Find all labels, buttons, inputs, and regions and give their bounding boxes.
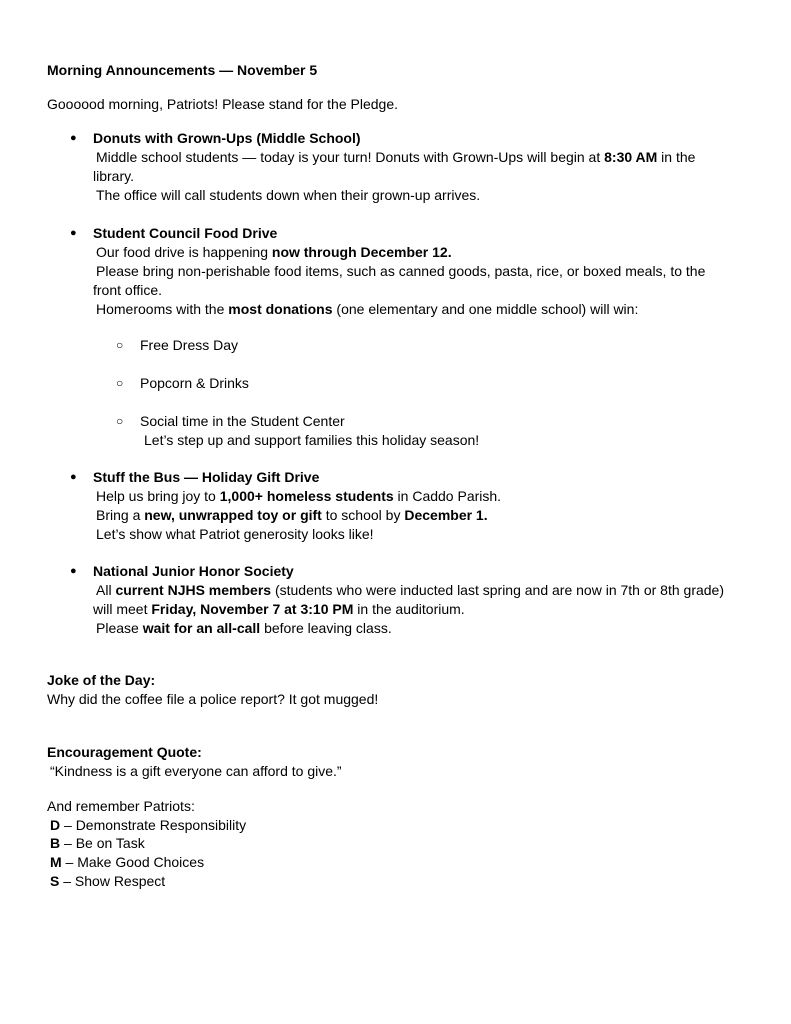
section-line: Homerooms with the most donations (one elementary and one middle school) will win: xyxy=(96,301,639,317)
remember-intro: And remember Patriots: xyxy=(47,798,195,814)
section-heading: National Junior Honor Society xyxy=(93,563,294,579)
sub-bullet-icon: ○ xyxy=(116,414,124,428)
section-closing: Let’s step up and support families this holiday season! xyxy=(144,432,480,448)
prize-item: Popcorn & Drinks xyxy=(140,375,249,391)
bullet-icon: ● xyxy=(70,565,77,577)
section-line: library. xyxy=(93,168,134,184)
section-line: Let’s show what Patriot generosity looks like! xyxy=(96,526,374,542)
remember-item: S – Show Respect xyxy=(50,873,166,889)
prize-item: Free Dress Day xyxy=(140,337,239,353)
prize-item: Social time in the Student Center xyxy=(140,413,345,429)
section-heading: Stuff the Bus — Holiday Gift Drive xyxy=(93,469,320,485)
section-line: Please wait for an all-call before leaving class. xyxy=(96,620,392,636)
bullet-icon: ● xyxy=(70,227,77,239)
remember-item: D – Demonstrate Responsibility xyxy=(50,817,247,833)
bullet-icon: ● xyxy=(70,132,77,144)
section-line: The office will call students down when their grown-up arrives. xyxy=(96,187,481,203)
joke-text: Why did the coffee file a police report? It got mugged! xyxy=(47,691,379,707)
section-line: Middle school students — today is your turn! Donuts with Grown-Ups will begin at 8:30 AM in the xyxy=(96,149,696,165)
sub-bullet-icon: ○ xyxy=(116,338,124,352)
quote-label: Encouragement Quote: xyxy=(47,744,202,760)
section-heading: Student Council Food Drive xyxy=(93,225,278,241)
section-line: Please bring non-perishable food items, such as canned goods, pasta, rice, or boxed meals, to the xyxy=(96,263,706,279)
joke-label: Joke of the Day: xyxy=(47,672,156,688)
section-line: will meet Friday, November 7 at 3:10 PM in the auditorium. xyxy=(93,601,465,617)
section-line: All current NJHS members (students who were inducted last spring and are now in 7th or 8th grade) xyxy=(96,582,725,598)
greeting: Goooood morning, Patriots! Please stand for the Pledge. xyxy=(47,96,398,112)
quote-text: “Kindness is a gift everyone can afford to give.” xyxy=(50,763,342,779)
page-title: Morning Announcements — November 5 xyxy=(47,62,318,78)
section-heading: Donuts with Grown-Ups (Middle School) xyxy=(93,130,361,146)
bullet-icon: ● xyxy=(70,471,77,483)
section-line: front office. xyxy=(93,282,163,298)
remember-item: M – Make Good Choices xyxy=(50,854,205,870)
section-line: Bring a new, unwrapped toy or gift to school by December 1. xyxy=(96,507,488,523)
sub-bullet-icon: ○ xyxy=(116,376,124,390)
remember-item: B – Be on Task xyxy=(50,835,145,851)
section-line: Our food drive is happening now through December 12. xyxy=(96,244,452,260)
section-line: Help us bring joy to 1,000+ homeless students in Caddo Parish. xyxy=(96,488,502,504)
